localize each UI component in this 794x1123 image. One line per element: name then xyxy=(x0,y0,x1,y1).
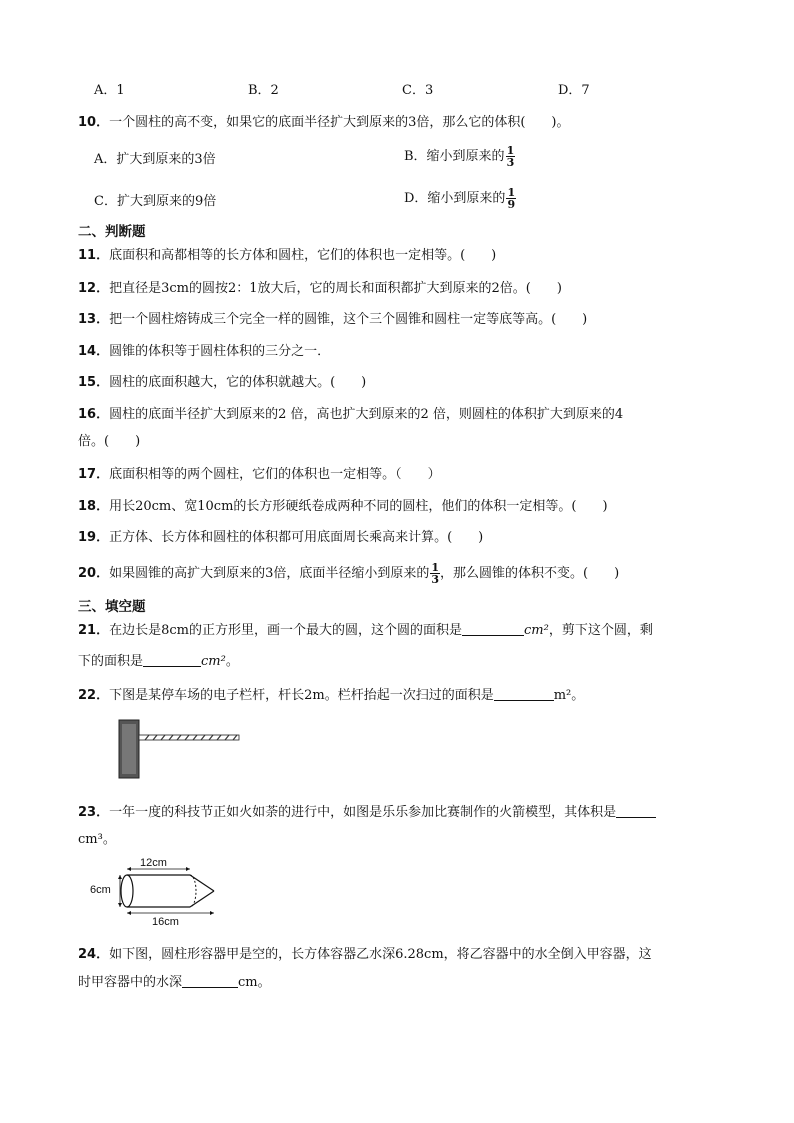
question-number: 22． xyxy=(78,688,110,703)
question-text: 圆柱的底面积越大，它的体积就越大。( ) xyxy=(109,375,367,390)
barrier-post-face xyxy=(122,724,136,774)
question-14 xyxy=(78,342,330,362)
cylinder-right-face xyxy=(190,875,196,907)
fraction xyxy=(430,562,440,585)
question-text: 把直径是3cm的圆按2：1放大后，它的周长和面积都扩大到原来的2倍。( ) xyxy=(109,281,562,296)
question-19 xyxy=(78,528,483,548)
question-number: 16． xyxy=(78,407,110,422)
question-number: 19． xyxy=(78,530,110,545)
fraction xyxy=(506,145,516,168)
question-number: 18． xyxy=(78,499,110,514)
unit-label: m² xyxy=(553,688,572,703)
option-text: D．缩小到原来的 xyxy=(404,191,506,206)
answer-blank[interactable] xyxy=(143,652,201,667)
question-20 xyxy=(78,562,619,585)
question-text: 下图是某停车场的电子栏杆，杆长2m。栏杆抬起一次扫过的面积是 xyxy=(109,688,494,703)
question-text: 倍。( ) xyxy=(78,434,141,449)
question-number: 15． xyxy=(78,375,110,390)
question-18 xyxy=(78,497,608,517)
question-number: 14． xyxy=(78,344,110,359)
fraction-denominator: 3 xyxy=(506,156,515,169)
question-text: 下的面积是 xyxy=(78,654,144,669)
question-15 xyxy=(78,373,366,393)
dimension-label-bottom: 16cm xyxy=(152,916,179,927)
answer-blank[interactable] xyxy=(494,686,554,701)
answer-blank[interactable] xyxy=(616,803,656,818)
question-number: 13． xyxy=(78,312,110,327)
question-text: 一个圆柱的高不变，如果它的底面半径扩大到原来的3倍，那么它的体积( )。 xyxy=(109,115,570,130)
question-number: 11． xyxy=(78,248,110,263)
q9-option-c: C．3 xyxy=(402,83,434,98)
q9-option-d: D．7 xyxy=(558,83,590,98)
cone-top-edge xyxy=(190,875,214,891)
unit-label: cm³。 xyxy=(78,832,116,847)
question-text: 时甲容器中的水深 xyxy=(78,975,183,990)
dimension-label-left: 6cm xyxy=(90,884,111,896)
question-24-continued xyxy=(78,973,271,993)
question-11 xyxy=(78,246,496,266)
question-21-continued xyxy=(78,652,239,672)
question-17 xyxy=(78,465,441,485)
question-12 xyxy=(78,279,562,299)
cone-bottom-edge xyxy=(190,891,214,907)
unit-label: cm² xyxy=(523,623,549,638)
fraction-numerator: 1 xyxy=(506,144,515,157)
cylinder-left-face xyxy=(121,875,133,907)
question-number: 20． xyxy=(78,566,110,581)
question-text: 圆柱的底面半径扩大到原来的2 倍，高也扩大到原来的2 倍，则圆柱的体积扩大到原来的4 xyxy=(109,407,624,422)
question-number: 12． xyxy=(78,281,110,296)
question-text: 底面积相等的两个圆柱，它们的体积也一定相等。（ ） xyxy=(109,467,441,482)
parking-barrier-figure xyxy=(115,718,245,780)
rocket-model-figure xyxy=(90,855,218,927)
question-number: 10． xyxy=(78,115,110,130)
question-23 xyxy=(78,803,656,823)
question-text: 用长20cm、宽10cm的长方形硬纸卷成两种不同的圆柱，他们的体积一定相等。( ) xyxy=(109,499,608,514)
question-23-continued xyxy=(78,830,116,850)
fraction xyxy=(506,187,516,210)
fraction-numerator: 1 xyxy=(431,561,440,574)
answer-blank[interactable] xyxy=(462,621,524,636)
question-number: 23． xyxy=(78,805,110,820)
q10-option-b xyxy=(404,145,515,168)
question-21 xyxy=(78,621,653,641)
question-text-suffix: ，那么圆锥的体积不变。( ) xyxy=(440,566,620,581)
question-text: 底面积和高都相等的长方体和圆柱，它们的体积也一定相等。( ) xyxy=(109,248,497,263)
question-text: 在边长是8cm的正方形里，画一个最大的圆，这个圆的面积是 xyxy=(109,623,462,638)
option-text: B．缩小到原来的 xyxy=(404,149,505,164)
question-text: 如下图，圆柱形容器甲是空的，长方体容器乙水深6.28cm，将乙容器中的水全倒入甲容器，这 xyxy=(109,947,652,962)
q10-option-a: A．扩大到原来的3倍 xyxy=(94,152,216,167)
answer-blank[interactable] xyxy=(182,973,238,988)
section-heading-judge: 二、判断题 xyxy=(78,224,146,240)
question-number: 17． xyxy=(78,467,110,482)
fraction-denominator: 9 xyxy=(507,198,516,211)
punctuation: 。 xyxy=(571,688,585,703)
q9-option-a: A．1 xyxy=(94,83,125,98)
question-24 xyxy=(78,945,652,965)
question-text: 如果圆锥的高扩大到原来的3倍，底面半径缩小到原来的 xyxy=(109,566,430,581)
question-13 xyxy=(78,310,587,330)
section-heading-fill: 三、填空题 xyxy=(78,599,146,615)
q10-option-d xyxy=(404,187,516,210)
question-22 xyxy=(78,686,584,706)
fraction-denominator: 3 xyxy=(431,573,440,586)
question-text: 正方体、长方体和圆柱的体积都可用底面周长乘高来计算。( ) xyxy=(109,530,484,545)
question-16 xyxy=(78,405,623,425)
question-16-continued xyxy=(78,432,140,452)
punctuation: 。 xyxy=(225,654,239,669)
dimension-label-top: 12cm xyxy=(140,857,167,869)
fraction-numerator: 1 xyxy=(507,186,516,199)
question-text: 一年一度的科技节正如火如荼的进行中，如图是乐乐参加比赛制作的火箭模型，其体积是 xyxy=(109,805,617,820)
unit-label: cm。 xyxy=(238,975,271,990)
question-text-cont: ，剪下这个圆，剩 xyxy=(548,623,653,638)
question-text: 把一个圆柱熔铸成三个完全一样的圆锥，这个三个圆锥和圆柱一定等底等高。( ) xyxy=(109,312,588,327)
question-number: 21． xyxy=(78,623,110,638)
question-10 xyxy=(78,113,570,133)
question-text: 圆锥的体积等于圆柱体积的三分之一． xyxy=(109,344,331,359)
unit-label: cm² xyxy=(201,654,226,669)
q10-option-c: C．扩大到原来的9倍 xyxy=(94,194,217,209)
question-number: 24． xyxy=(78,947,110,962)
q9-option-b: B．2 xyxy=(248,83,279,98)
